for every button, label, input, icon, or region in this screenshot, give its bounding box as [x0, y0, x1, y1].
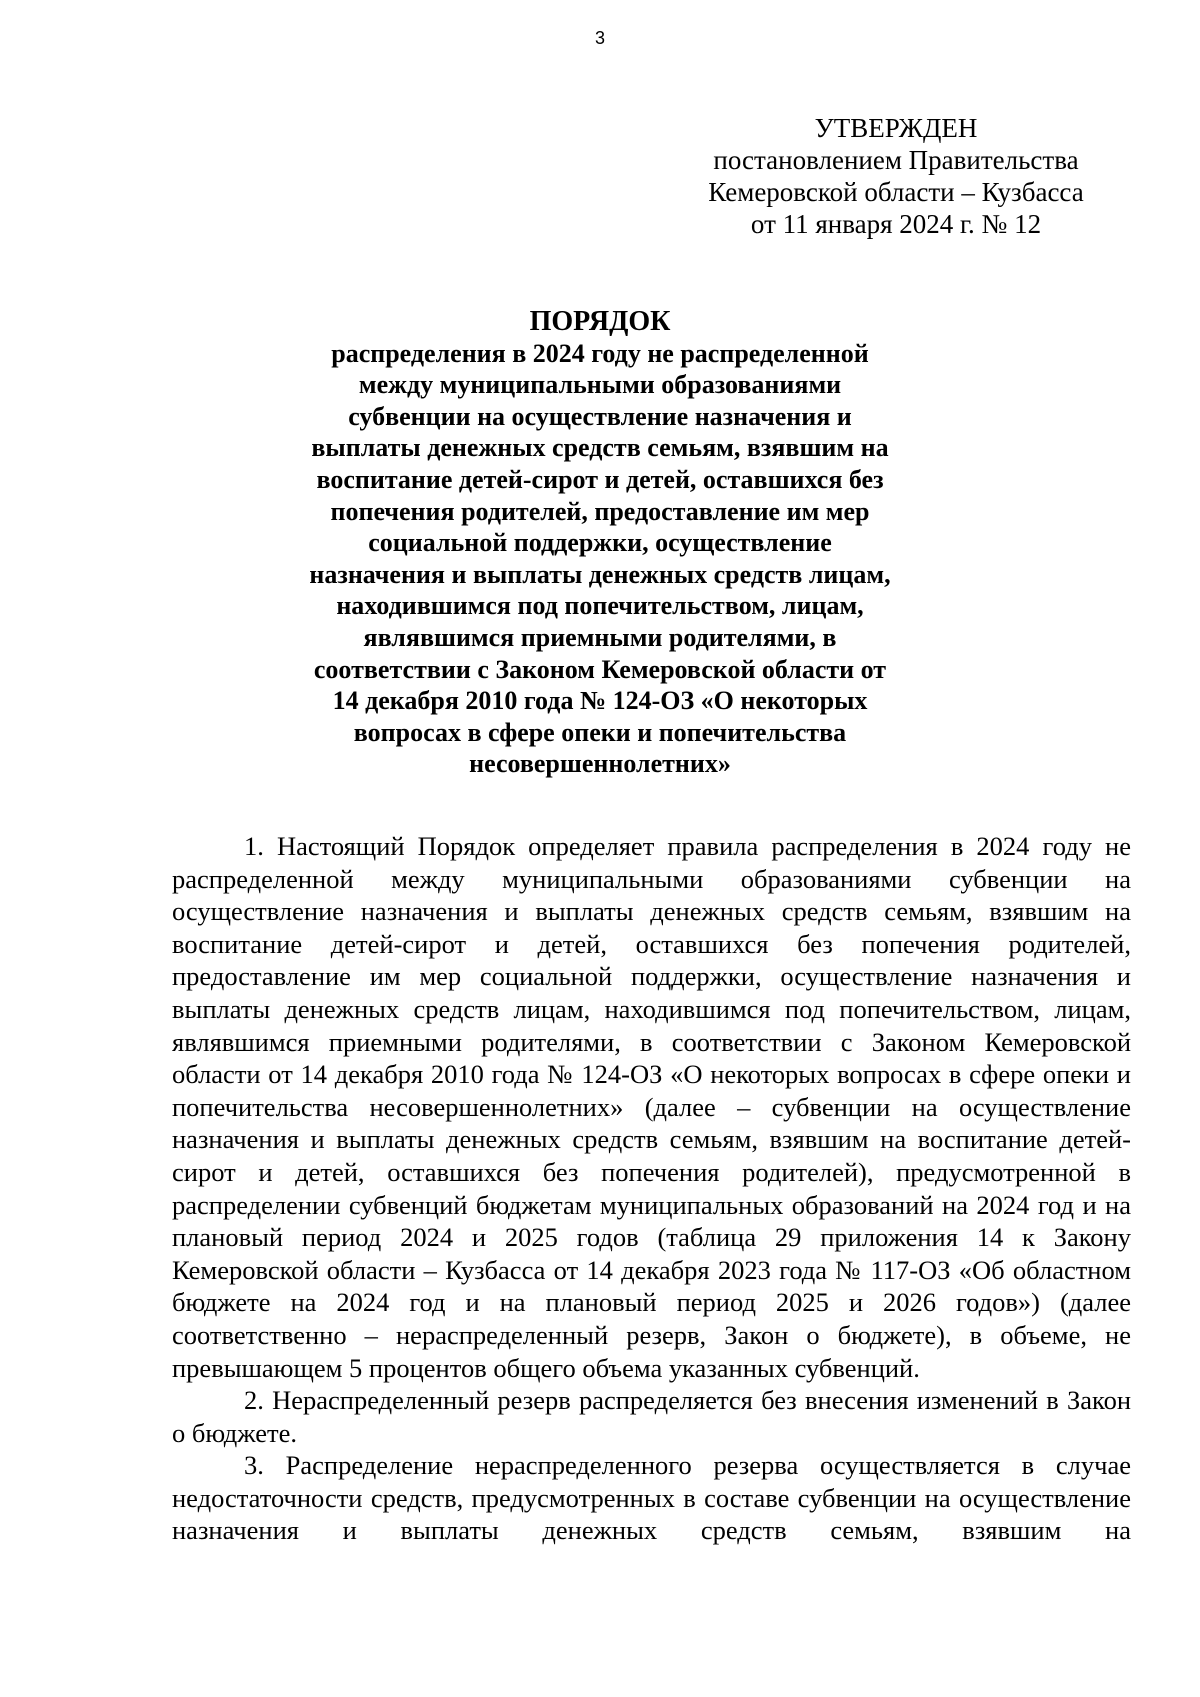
title-subtitle: распределения в 2024 году не распределенной между муниципальными образованиями субвенции на осуществление назначения и выплаты денежных средств семьям, взявшим на воспитание детей-сирот и детей, оставшихся без попечения родителей, предоставление им мер социальной поддержки, осуществление назначения и выплаты денежных средств лицам, находившимся под попечительством, лицам, являвшимся приемными родителями, в соответствии с Законом Кемеровской области от 14 декабря 2010 года № 124-ОЗ «О некоторых вопросах в сфере опеки и попечительства несовершеннолетних» — [309, 338, 891, 779]
approval-stamp — [696, 112, 1096, 240]
paragraph: 3. Распределение нераспределенного резерва осуществляется в случае недостаточности средств, предусмотренных в составе субвенции на осуществление назначения и выплаты денежных средств семьям, взявшим на — [172, 1450, 1131, 1546]
approval-line: Кемеровской области – Кузбасса — [708, 177, 1084, 207]
paragraph: 2. Нераспределенный резерв распределяется без внесения изменений в Закон о бюджете. — [172, 1385, 1131, 1448]
approval-line: от 11 января 2024 г. № 12 — [750, 209, 1042, 239]
approval-line: постановлением Правительства — [713, 145, 1079, 175]
paragraph: 1. Настоящий Порядок определяет правила распределения в 2024 году не распределенной между муниципальными образованиями субвенции на осуществление назначения и выплаты денежных средств семьям, взявшим на воспитание детей-сирот и детей, оставшихся без попечения родителей, предоставление им мер социальной поддержки, осуществление назначения и выплаты денежных средств лицам, находившимся под попечительством, лицам, являвшимся приемными родителями, в соответствии с Законом Кемеровской области от 14 декабря 2010 года № 124-ОЗ «О некоторых вопросах в сфере опеки и попечительства несовершеннолетних» (далее – субвенции на осуществление назначения и выплаты денежных средств семьям, взявшим на воспитание детей-сирот и детей, оставшихся без попечения родителей), предусмотренной в распределении субвенций бюджетам муниципальных образований на 2024 год и на плановый период 2024 и 2025 годов (таблица 29 приложения 14 к Закону Кемеровской области – Кузбасса от 14 декабря 2023 года № 117-ОЗ «Об областном бюджете на 2024 год и на плановый период 2025 и 2026 годов») (далее соответственно – нераспределенный резерв, Закон о бюджете), в объеме, не превышающем 5 процентов общего объема указанных субвенций. — [172, 831, 1131, 1383]
title-heading: ПОРЯДОК — [529, 306, 671, 337]
page-number: 3 — [594, 28, 605, 48]
document-body — [172, 830, 1131, 1547]
document-title — [300, 306, 900, 780]
approval-line: УТВЕРЖДЕН — [814, 113, 978, 143]
